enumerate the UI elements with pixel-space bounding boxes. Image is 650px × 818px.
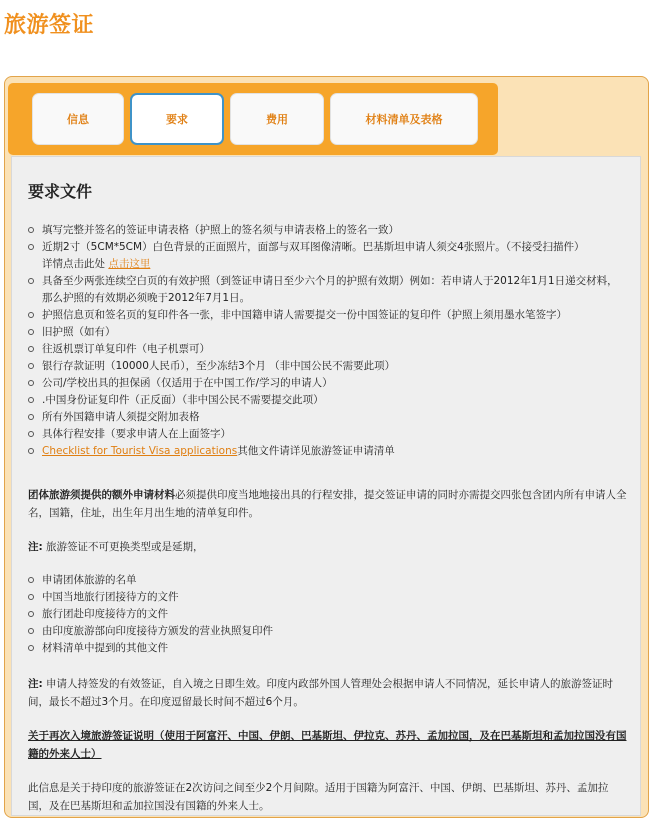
list-item: 旅行团赴印度接待方的文件 [28, 606, 628, 623]
tab-content [11, 156, 641, 816]
content-body [28, 179, 628, 815]
list-item: 材料清单中提到的其他文件 [28, 640, 628, 657]
tab-requirements[interactable]: 要求 [130, 93, 224, 145]
list-item-text: 详情点击此处 [42, 258, 105, 270]
group-tour-paragraph [28, 486, 628, 522]
list-item: 具备至少两张连续空白页的有效护照（到签证申请日至少六个月的护照有效期）例如：若申请人于2012年1月1日递交材料，那么护照的有效期必须晚于2012年7月1日。 [28, 273, 628, 307]
page-title: 旅游签证 [4, 13, 95, 38]
group-tour-lead: 团体旅游须提供的额外申请材料 [28, 489, 175, 501]
tab-checklist-forms[interactable]: 材料清单及表格 [330, 93, 478, 145]
list-item [28, 239, 628, 273]
list-item: 往返机票订单复印件（电子机票可） [28, 341, 628, 358]
list-item: 中国当地旅行团接待方的文件 [28, 589, 628, 606]
list-item-text: 近期2寸（5CM*5CM）白色背景的正面照片，面部与双耳图像清晰。巴基斯坦申请人须交4张照片。（不接受扫描件） [42, 241, 585, 253]
group-tour-text: 必须提供印度当地地接出具的行程安排，提交签证申请的同时亦需提交四张包含团内所有申请人全名，国籍，住址，出生年月出生地的清单复印件。 [28, 489, 627, 519]
list-item [28, 443, 628, 460]
note-text: 申请人持签发的有效签证，自入境之日即生效。印度内政部外国人管理处会根据申请人不同情况，延长申请人的旅游签证时间，最长不超过3个月。在印度逗留最长时间不超过6个月。 [28, 678, 614, 708]
note-label: 注: [28, 541, 43, 553]
validity-note-paragraph [28, 675, 628, 711]
list-item: 由印度旅游部向印度接待方颁发的营业执照复印件 [28, 623, 628, 640]
reentry-paragraph: 此信息是关于持印度的旅游签证在2次访问之间至少2个月间隙。适用于国籍为阿富汗、中国、伊朗、巴基斯坦、苏丹、孟加拉国，及在巴基斯坦和孟加拉国没有国籍的外来人士。 [28, 782, 609, 812]
tab-fees[interactable]: 费用 [230, 93, 324, 145]
note-paragraph [28, 538, 628, 556]
list-item: 旧护照（如有） [28, 324, 628, 341]
list-item: 填写完整并签名的签证申请表格（护照上的签名须与申请表格上的签名一致） [28, 222, 628, 239]
section-heading: 要求文件 [28, 182, 93, 201]
list-item: .中国身份证复印件（正反面）（非中国公民不需要提交此项） [28, 392, 628, 409]
list-item: 具体行程安排（要求申请人在上面签字） [28, 426, 628, 443]
note-label: 注: [28, 678, 43, 690]
reentry-heading: 关于再次入境旅游签证说明（使用于阿富汗、中国、伊朗、巴基斯坦、伊拉克、苏丹、孟加拉国，及在巴基斯坦和孟加拉国没有国籍的外来人士） [28, 730, 627, 760]
list-item: 公司/学校出具的担保函（仅适用于在中国工作/学习的申请人） [28, 375, 628, 392]
note-text: 旅游签证不可更换类型或是延期， [42, 541, 204, 553]
list-item: 银行存款证明（10000人民币），至少冻结3个月 （非中国公民不需要此项） [28, 358, 628, 375]
tab-bar [8, 83, 498, 155]
list-item-text: 其他文件请详见旅游签证申请清单 [237, 445, 395, 457]
tab-info[interactable]: 信息 [32, 93, 124, 145]
photo-details-link[interactable]: 点击这里 [108, 258, 151, 270]
list-item: 护照信息页和签名页的复印件各一张，非中国籍申请人需要提交一份中国签证的复印件（护照上须用墨水笔签字） [28, 307, 628, 324]
requirements-list [28, 222, 628, 460]
group-documents-list [28, 572, 628, 657]
checklist-link[interactable]: Checklist for Tourist Visa applications [42, 445, 238, 457]
list-item: 申请团体旅游的名单 [28, 572, 628, 589]
list-item: 所有外国籍申请人须提交附加表格 [28, 409, 628, 426]
